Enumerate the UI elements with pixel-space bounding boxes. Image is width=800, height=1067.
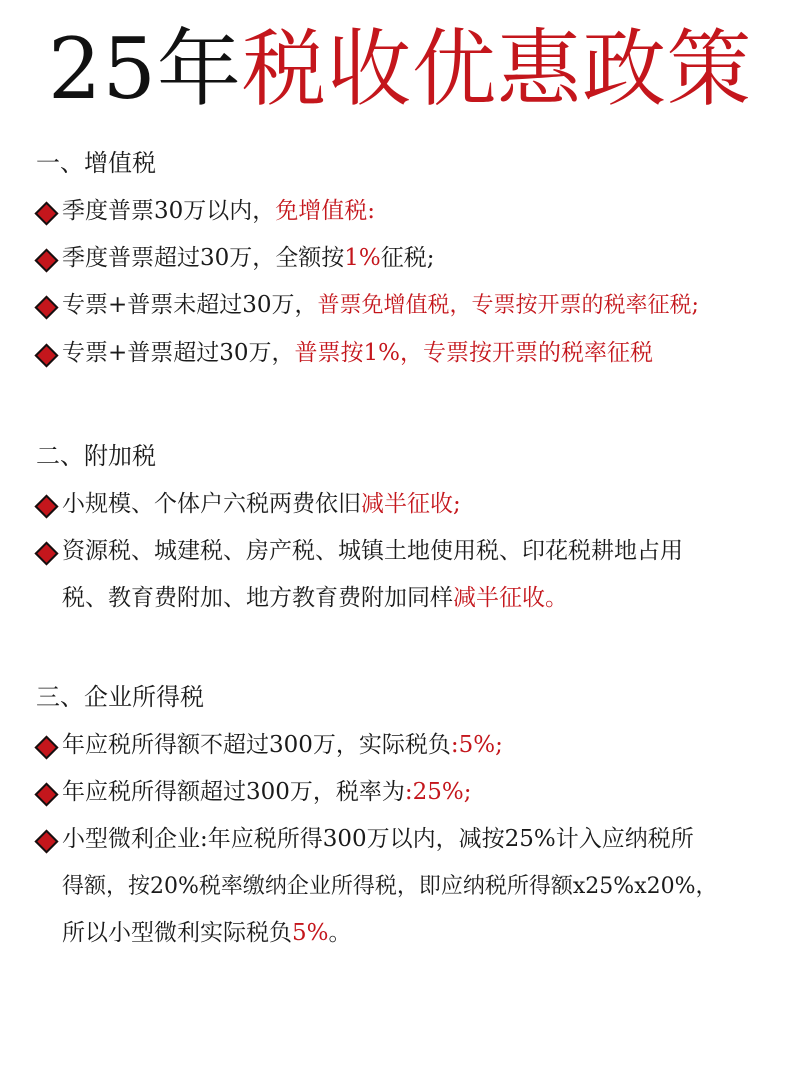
section-heading: 一、增值税 <box>36 149 156 177</box>
item-line <box>62 575 796 622</box>
item-line: 得额，按20%税率缴纳企业所得税，即应纳税所得额x25%x20%， <box>62 874 718 899</box>
section-heading: 二、附加税 <box>36 442 156 470</box>
item-line <box>62 910 796 957</box>
list-item <box>36 816 796 957</box>
diamond-bullet-icon <box>34 295 58 319</box>
diamond-bullet-icon <box>34 541 58 565</box>
diamond-bullet-icon <box>34 735 58 759</box>
section-corporate-tax <box>36 682 796 957</box>
item-text: 专票+普票未超过30万， <box>62 292 318 318</box>
item-line: 资源税、城建税、房产税、城镇土地使用税、印花税耕地占用 <box>62 538 683 564</box>
list-item <box>36 338 796 368</box>
item-highlight: 1% <box>344 245 381 271</box>
item-highlight: 免增值税: <box>275 198 376 224</box>
item-text: 年应税所得额不超过300万，实际税负 <box>62 732 451 758</box>
list-item <box>36 777 796 807</box>
item-highlight: 减半征收。 <box>453 585 568 611</box>
list-item <box>36 243 796 273</box>
item-text: 年应税所得额超过300万，税率为 <box>62 779 405 805</box>
list-item <box>36 489 796 519</box>
list-item <box>36 290 796 321</box>
page-title <box>0 14 800 124</box>
section-heading: 三、企业所得税 <box>36 683 204 711</box>
item-text: 所以小型微利实际税负 <box>62 920 292 946</box>
title-policy: 税收优惠政策 <box>241 20 752 118</box>
list-item <box>36 528 796 622</box>
item-text: 税、教育费附加、地方教育费附加同样 <box>62 585 453 611</box>
item-highlight: 5% <box>292 920 329 946</box>
item-highlight: 普票免增值税，专票按开票的税率征税; <box>317 293 699 318</box>
diamond-bullet-icon <box>34 494 58 518</box>
diamond-bullet-icon <box>34 248 58 272</box>
diamond-bullet-icon <box>34 829 58 853</box>
item-text: 专票+普票超过30万， <box>62 340 295 366</box>
item-highlight: :25%; <box>404 779 472 805</box>
section-surcharge <box>36 441 796 622</box>
item-highlight: 减半征收; <box>361 491 461 517</box>
item-text: 季度普票30万以内， <box>62 198 276 224</box>
list-item <box>36 196 796 226</box>
item-line: 小型微利企业:年应税所得300万以内，减按25%计入应纳税所 <box>62 826 694 852</box>
title-year: 25年 <box>48 20 242 118</box>
item-text: 季度普票超过30万，全额按 <box>62 245 345 271</box>
item-text: 小规模、个体户六税两费依旧 <box>62 491 361 517</box>
item-highlight: :5%; <box>450 732 503 758</box>
item-tail: 。 <box>328 920 352 946</box>
list-item <box>36 730 796 760</box>
diamond-bullet-icon <box>34 343 58 367</box>
item-highlight: 普票按1%，专票按开票的税率征税 <box>294 340 654 366</box>
item-tail: 征税; <box>380 245 435 271</box>
diamond-bullet-icon <box>34 782 58 806</box>
section-vat <box>36 148 796 385</box>
diamond-bullet-icon <box>34 201 58 225</box>
